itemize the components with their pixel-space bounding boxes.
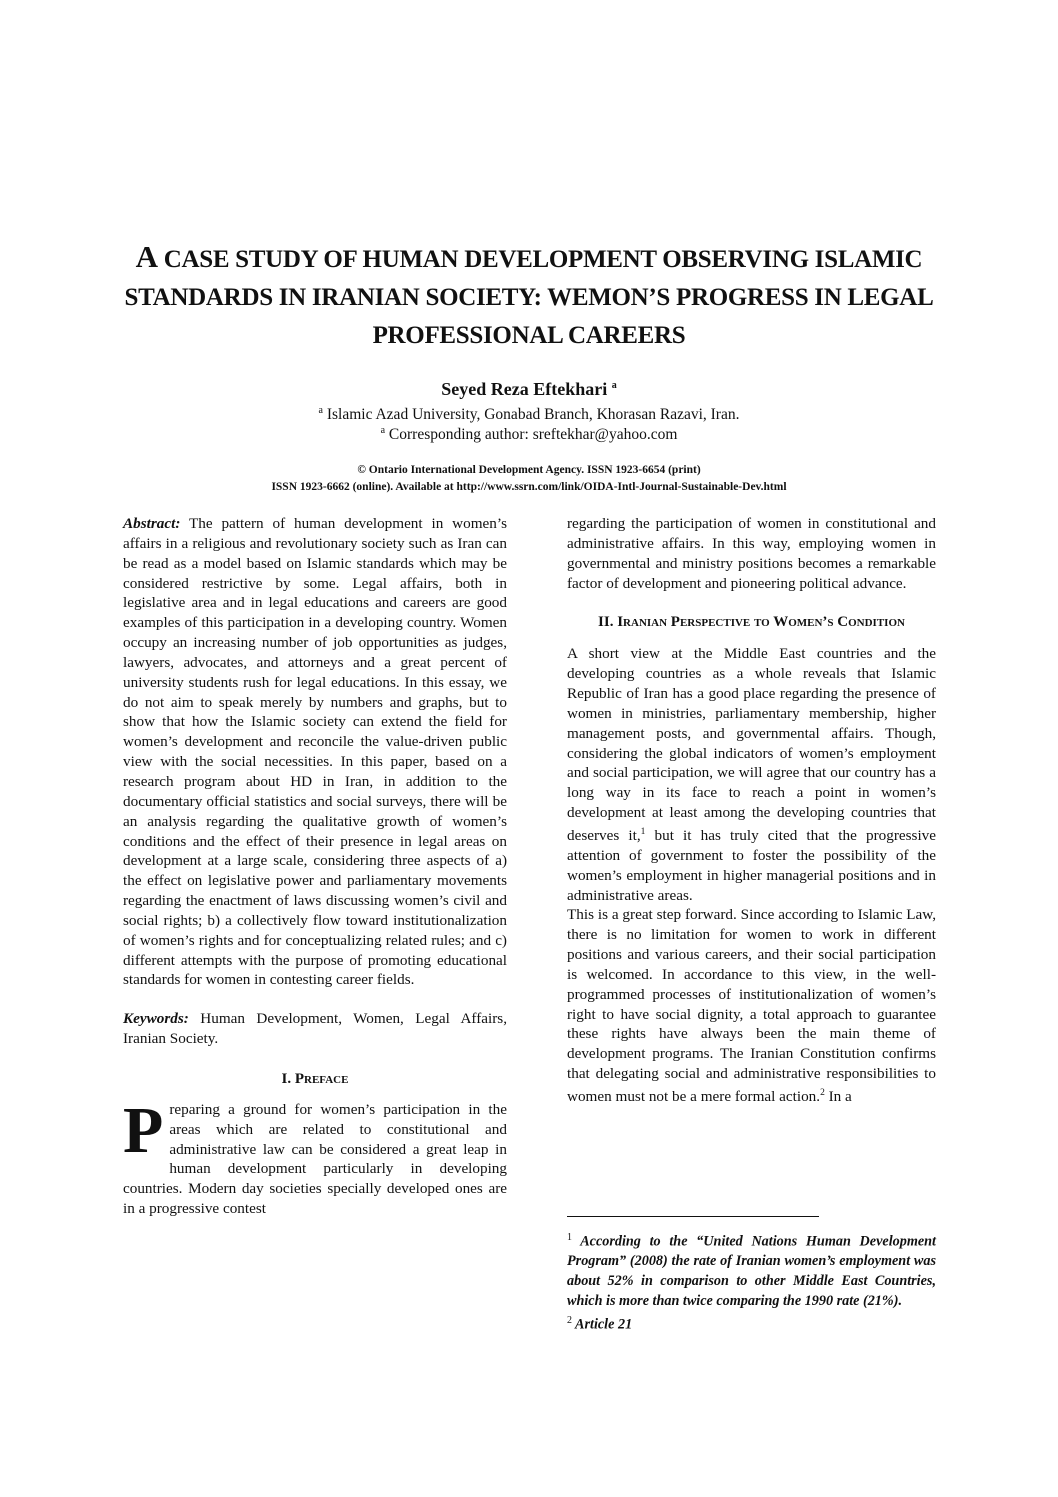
corresponding-author [0,425,1058,444]
section-heading-perspective: II. Iranian Perspective to Women’s Condition [598,614,905,631]
title-text: CASE STUDY OF HUMAN DEVELOPMENT OBSERVING ISLAMIC STANDARDS IN IRANIAN SOCIETY: WEMON’S PROGRESS IN LEGAL PROFESSIONAL CAREERS [124,246,934,349]
footnote-ref-1[interactable]: 1 [640,826,646,837]
preface-text: reparing a ground for women’s participation in the areas which are related to constitutional and administrative law can be considered a great leap in human development particularly in developing countries. Modern day societies specially developed ones are in a progressive contest [123,1100,507,1218]
affiliation-text: Islamic Azad University, Gonabad Branch, Khorasan Razavi, Iran. [326,406,740,424]
abstract-label: Abstract: [123,515,181,532]
author-name [0,379,1058,400]
paragraph-1-text: A short view at the Middle East countries and the developing countries as a whole reveals that Islamic Republic of Iran has a good place regarding the presence of women in ministries, parliamentary membership, higher management posts, and governmental affairs. Though, considering the global indicators of women’s employment and social participation, we will agree that our country has a long way in its face to reach a point in women’s development at least among the developing countries that deserves it, [567,645,936,845]
copyright-line-2: ISSN 1923-6662 (online). Available at http://www.ssrn.com/link/OIDA-Intl-Journal-Sustainable-Dev.html [271,481,787,493]
paragraph-2-text: This is a great step forward. Since according to Islamic Law, there is no limitation for women to work in different positions and various careers, and their social participation is welcomed. In accordance to this view, in the well-programmed processes of institutionalization of women’s right to have social dignity, a total approach to guarantee these rights have always been the main theme of development programs. The Iranian Constitution confirms that delegating social and administrative responsibilities to women must not be a mere formal action. [567,906,936,1106]
footnote-2 [567,1311,936,1335]
affiliation [0,405,1058,424]
right-column [567,514,936,1107]
footnote-1-mark: 1 [567,1232,572,1243]
corresponding-text: Corresponding author: sreftekhar@yahoo.com [388,426,678,444]
left-column [123,514,507,1219]
author-name-text: Seyed Reza Eftekhari [441,379,608,399]
paragraph-2-text-cont: In a [824,1088,852,1106]
author-mark: a [611,380,617,391]
footnote-2-mark: 2 [567,1315,572,1327]
footnote-1-text: According to the “United Nations Human Development Program” (2008) the rate of Iranian women’s employment was about 52% in comparison to other Middle East Countries, which is more than twice comparing the 1990 rate (21%). [567,1233,936,1309]
footnote-2-text: Article 21 [572,1316,633,1333]
keywords-label: Keywords: [123,1010,189,1028]
perspective-paragraph-2 [567,905,936,1107]
footnote-1 [567,1228,936,1311]
keywords [123,1009,507,1049]
abstract-text: The pattern of human development in women’s affairs in a religious and revolutionary society such as Iran can be read as a model based on Islamic standards which may be considered restrictive by some. Legal affairs, both in legislative area and in legal educations and careers are good examples of this participation in a developing country. Women occupy an increasing number of job opportunities as judges, lawyers, advocates, and attorneys and a great percent of university students rush for legal educations. In this essay, we do not aim to speak merely by numbers and graphs, but to show that how the Islamic society can extend the field for women’s development and reconcile the value-driven public view with the social necessities. In this paper, based on a research program about HD in Iran, in addition to the documentary official statistics and social surveys, there will be an analysis regarding the qualitative growth of women’s conditions and the effect of their presence in legal areas on development at a large scale, considering three aspects of a) the effect on legislative power and parliamentary movements regarding the enactment of laws discussing women’s civil and social rights; b) a collectively flow toward institutionalization of women’s rights and for conceptualizing related rules; and c) different attempts with the purpose of promoting educational standards for women in contesting career fields. [123,515,507,989]
footnote-divider [567,1216,819,1217]
section-heading-preface: I. Preface [281,1070,349,1087]
corresponding-mark: a [380,425,386,436]
drop-cap: P [123,1093,164,1167]
preface-paragraph [123,1093,507,1219]
footnote-ref-2[interactable]: 2 [820,1088,825,1098]
keywords-text: Human Development, Women, Legal Affairs, Iranian Society. [123,1010,507,1048]
title-first-letter: A [135,239,158,274]
continuation-paragraph: regarding the participation of women in constitutional and administrative affairs. In this way, employing women in governmental and ministry positions becomes a remarkable factor of development and pioneering political advance. [567,515,936,592]
affiliation-mark: a [318,405,323,416]
perspective-paragraph-1 [567,644,936,905]
copyright-line-1: © Ontario International Development Agency. ISSN 1923-6654 (print) [357,464,701,476]
paper-title [100,238,958,355]
abstract [123,514,507,990]
paragraph-1-text-cont: but it has truly cited that the progressive attention of government to foster the possibility of the women’s employment in higher managerial positions and in administrative areas. [567,827,936,904]
footnotes [567,1228,936,1335]
